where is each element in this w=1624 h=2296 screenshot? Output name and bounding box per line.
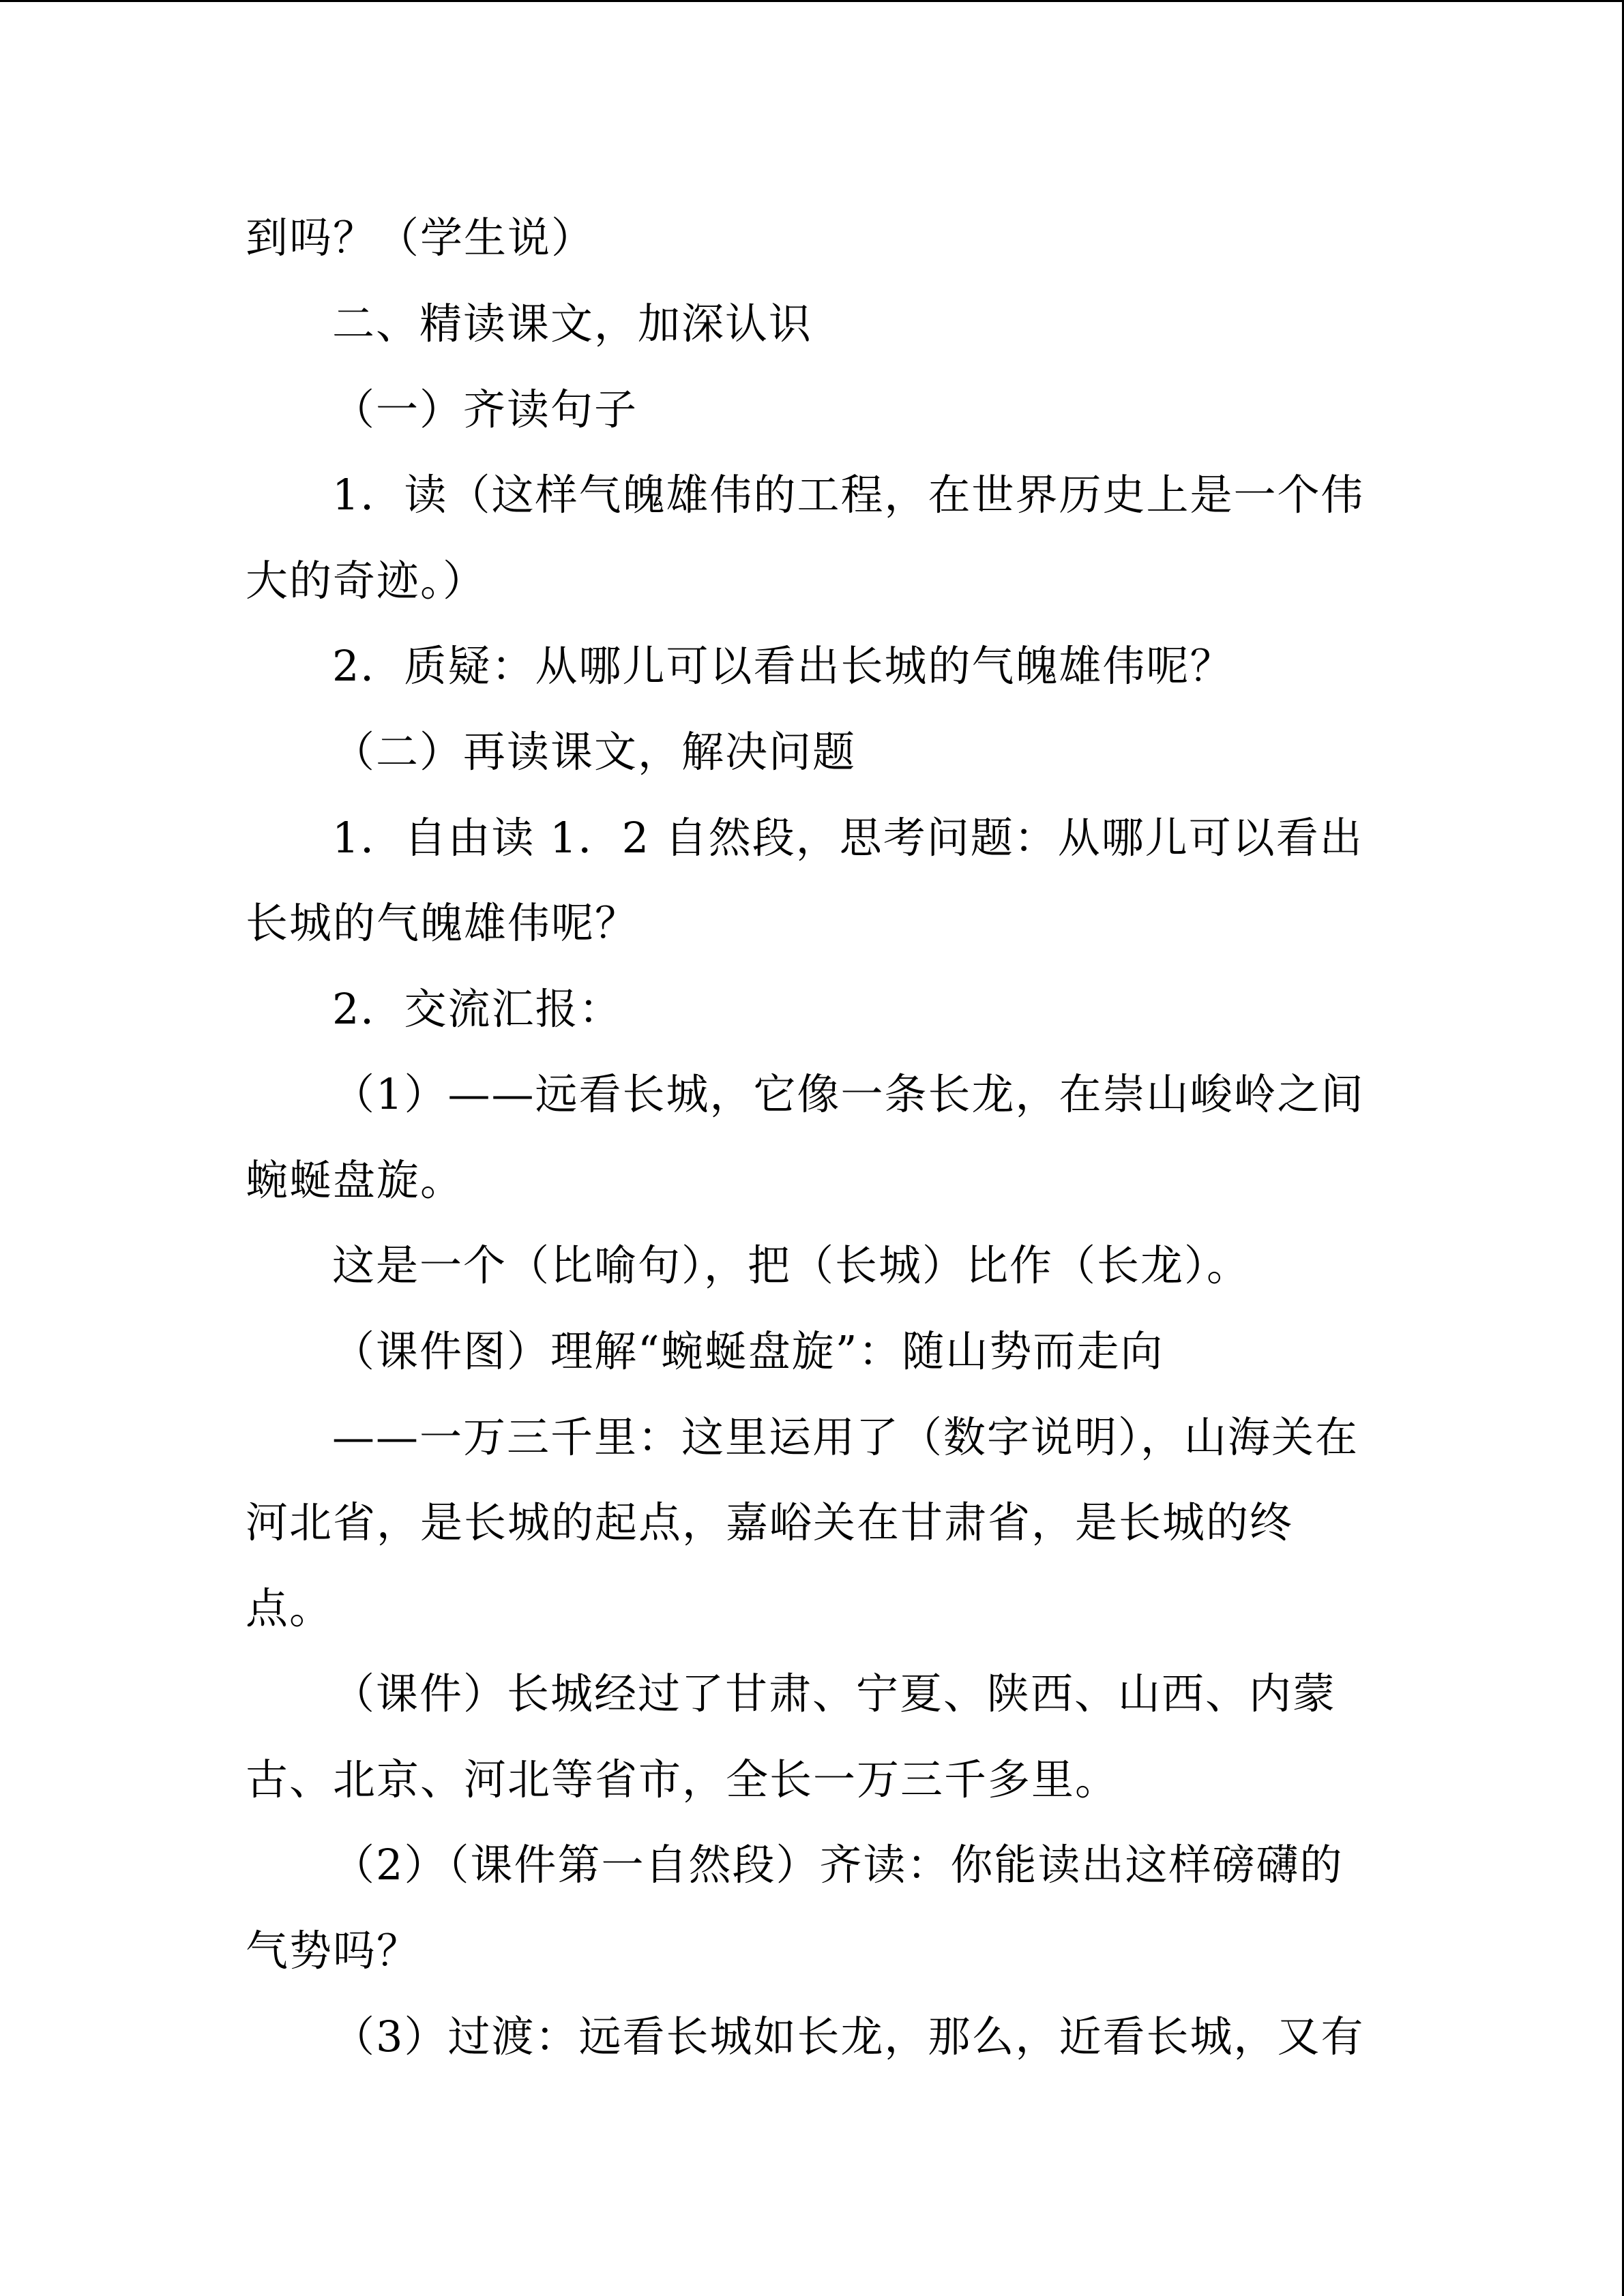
text-line-4: 1．读（这样气魄雄伟的工程，在世界历史上是一个伟 xyxy=(332,470,1365,520)
text-line-14: （课件图）理解“蜿蜒盘旋”：随山势而走向 xyxy=(332,1326,1164,1376)
text-line-9: 长城的气魄雄伟呢？ xyxy=(246,898,639,948)
text-line-8: 1．自由读 1．2 自然段，思考问题：从哪儿可以看出 xyxy=(332,813,1363,863)
subsection-heading-2: （二）再读课文，解决问题 xyxy=(332,727,857,777)
text-line-5: 大的奇迹。） xyxy=(246,556,487,606)
text-line-11: （1）——远看长城，它像一条长龙，在崇山峻岭之间 xyxy=(332,1069,1365,1119)
text-line-17: 点。 xyxy=(246,1583,334,1633)
text-line-19: 古、北京、河北等省市，全长一万三千多里。 xyxy=(246,1755,1119,1804)
text-line-22: （3）过渡：远看长城如长龙，那么，近看长城，又有 xyxy=(332,2012,1365,2061)
text-line-18: （课件）长城经过了甘肃、宁夏、陕西、山西、内蒙 xyxy=(332,1669,1337,1718)
text-line-12: 蜿蜒盘旋。 xyxy=(246,1155,464,1205)
text-line-13: 这是一个（比喻句），把（长城）比作（长龙）。 xyxy=(332,1240,1251,1290)
subsection-heading-1: （一）齐读句子 xyxy=(332,385,638,434)
text-line-16: 河北省，是长城的起点，嘉峪关在甘肃省，是长城的终 xyxy=(246,1497,1294,1547)
text-line-21: 气势吗？ xyxy=(246,1926,421,1976)
text-line-15: ——一万三千里：这里运用了（数字说明），山海关在 xyxy=(332,1412,1359,1462)
text-line-1: 到吗？（学生说） xyxy=(246,213,595,263)
text-line-6: 2．质疑：从哪儿可以看出长城的气魄雄伟呢？ xyxy=(332,641,1234,691)
section-heading-2: 二、精读课文，加深认识 xyxy=(332,299,813,348)
text-line-10: 2．交流汇报： xyxy=(332,984,623,1034)
text-line-20: （2）（课件第一自然段）齐读：你能读出这样磅礴的 xyxy=(332,1840,1344,1890)
